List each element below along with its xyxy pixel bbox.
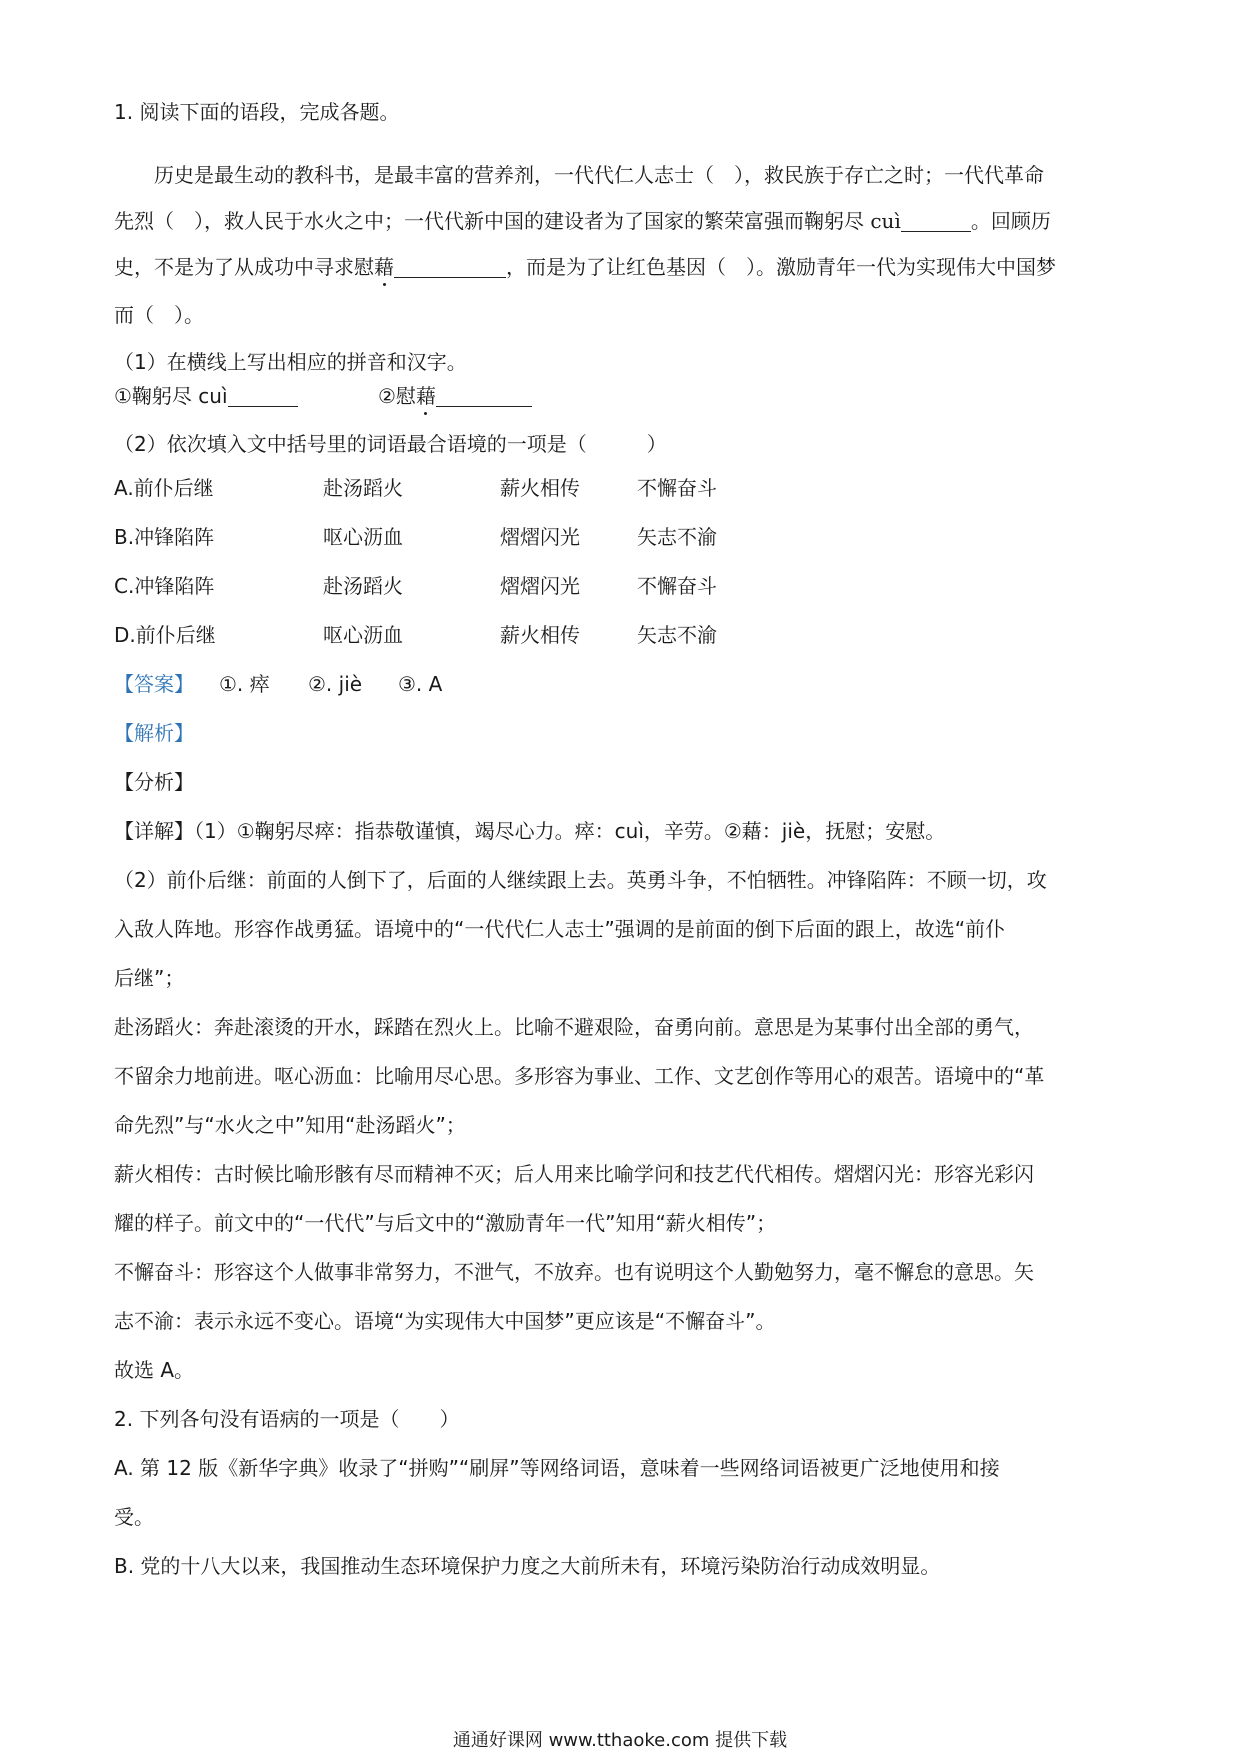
page-footer: 通通好课网 www.tthaoke.com 提供下载: [452, 1730, 788, 1751]
explanation-line: 故选 A。: [114, 1358, 195, 1382]
option-term: 不懈奋斗: [637, 574, 717, 598]
explanation-line: （2）前仆后继：前面的人倒下了，后面的人继续跟上去。英勇斗争，不怕牺牲。冲锋陷阵：不顾一切，攻: [114, 868, 1047, 892]
fill-item-2-label: ②慰: [378, 384, 416, 408]
emphasis-char: 藉: [374, 255, 394, 279]
option-term: 熠熠闪光: [500, 574, 580, 598]
passage-text: 。回顾历: [970, 209, 1051, 233]
sub-question-1-prompt: （1）在横线上写出相应的拼音和汉字。: [114, 350, 467, 374]
document-page: [114, 92, 1134, 1601]
option-term: 赴汤蹈火: [323, 574, 403, 598]
explanation-block: [114, 866, 1134, 1405]
explanation-line: 命先烈”与“水火之中”知用“赴汤蹈火”；: [114, 1113, 466, 1137]
option-term: C.冲锋陷阵: [114, 574, 215, 598]
option-term: 薪火相传: [500, 476, 580, 500]
answer-item: ①. 瘁: [219, 672, 270, 696]
option-term: 不懈奋斗: [637, 476, 717, 500]
passage-text: ，而是为了让红色基因（ ）。激励青年一代为实现伟大中国梦: [506, 255, 1056, 279]
explanation-line: 不懈奋斗：形容这个人做事非常努力，不泄气，不放弃。也有说明这个人勤勉努力，毫不懈怠的意思。矢: [114, 1260, 1034, 1284]
detail-label: 【详解】: [114, 819, 194, 843]
explanation-line: 赴汤蹈火：奔赴滚烫的开水，踩踏在烈火上。比喻不避艰险，奋勇向前。意思是为某事付出全部的勇气，: [114, 1015, 1034, 1039]
option-term: 熠熠闪光: [500, 525, 580, 549]
detail-text: （1）①鞠躬尽瘁：指恭敬谨慎，竭尽心力。瘁：cuì，辛劳。②藉：jiè，抚慰；安慰。: [194, 819, 946, 843]
option-row[interactable]: [114, 474, 1134, 523]
option-term: 矢志不渝: [637, 623, 717, 647]
explanation-line: 志不渝：表示永远不变心。语境“为实现伟大中国梦”更应该是“不懈奋斗”。: [114, 1309, 776, 1333]
options-list: [114, 474, 1134, 670]
answer-blank[interactable]: [436, 384, 532, 407]
answer-item: ③. A: [398, 672, 443, 696]
emphasis-char: 藉: [415, 384, 436, 408]
option-term: 赴汤蹈火: [323, 476, 403, 500]
analysis-label: 【解析】: [114, 721, 194, 745]
explanation-line: 后继”；: [114, 966, 185, 990]
passage-text: 史，不是为了从成功中寻求慰: [114, 255, 374, 279]
explanation-line: 入敌人阵地。形容作战勇猛。语境中的“一代代仁人志士”强调的是前面的倒下后面的跟上，故选“前仆: [114, 917, 1006, 941]
option-row[interactable]: [114, 572, 1134, 621]
answer-blank[interactable]: [228, 384, 298, 407]
option-term: D.前仆后继: [114, 623, 216, 647]
fill-item-1: [114, 382, 298, 410]
passage-text: 先烈（ ），救人民于水火之中；一代代新中国的建设者为了国家的繁荣富强而鞠躬尽 cuì: [114, 209, 901, 233]
answer-label: 【答案】: [114, 672, 194, 696]
passage-line: 而（ ）。: [114, 303, 204, 327]
fill-item-2: [378, 382, 532, 410]
option-term: 呕心沥血: [323, 525, 403, 549]
question-2-option-a-line: A. 第 12 版《新华字典》收录了“拼购”“刷屏”等网络词语，意味着一些网络词语被更广泛地使用和接: [114, 1456, 1000, 1480]
explanation-line: 不留余力地前进。呕心沥血：比喻用尽心思。多形容为事业、工作、文艺创作等用心的艰苦。语境中的“革: [114, 1064, 1045, 1088]
option-term: 矢志不渝: [637, 525, 717, 549]
detail-line: [114, 817, 1134, 866]
answer-item: ②. jiè: [308, 672, 363, 696]
passage-line: [114, 244, 1134, 290]
question-1-title: 1. 阅读下面的语段，完成各题。: [114, 100, 400, 124]
sub-question-2-prompt: （2）依次填入文中括号里的词语最合语境的一项是（ ）: [114, 432, 667, 456]
fill-item-1-label: ①鞠躬尽 cuì: [114, 384, 228, 408]
option-row[interactable]: [114, 523, 1134, 572]
passage-line: [114, 198, 1134, 244]
option-term: B.冲锋陷阵: [114, 525, 215, 549]
explanation-line: 耀的样子。前文中的“一代代”与后文中的“激励青年一代”知用“薪火相传”；: [114, 1211, 777, 1235]
question-2-option-a-line: 受。: [114, 1505, 154, 1529]
fenxi-label: 【分析】: [114, 770, 194, 794]
reading-passage: [114, 152, 1134, 340]
answer-blank[interactable]: [394, 255, 506, 278]
question-2-option-b: B. 党的十八大以来，我国推动生态环境保护力度之大前所未有，环境污染防治行动成效明显。: [114, 1554, 941, 1578]
passage-line: 历史是最生动的教科书，是最丰富的营养剂，一代代仁人志士（ ），救民族于存亡之时；一代代革命: [154, 163, 1044, 187]
option-term: 呕心沥血: [323, 623, 403, 647]
answer-blank[interactable]: [901, 209, 971, 232]
fill-in-row: [114, 382, 1134, 430]
explanation-line: 薪火相传：古时候比喻形骸有尽而精神不灭；后人用来比喻学问和技艺代代相传。熠熠闪光：形容光彩闪: [114, 1162, 1034, 1186]
option-row[interactable]: [114, 621, 1134, 670]
option-term: 薪火相传: [500, 623, 580, 647]
question-2-title: 2. 下列各句没有语病的一项是（ ）: [114, 1407, 460, 1431]
answer-row: [114, 670, 1134, 719]
option-term: A.前仆后继: [114, 476, 214, 500]
